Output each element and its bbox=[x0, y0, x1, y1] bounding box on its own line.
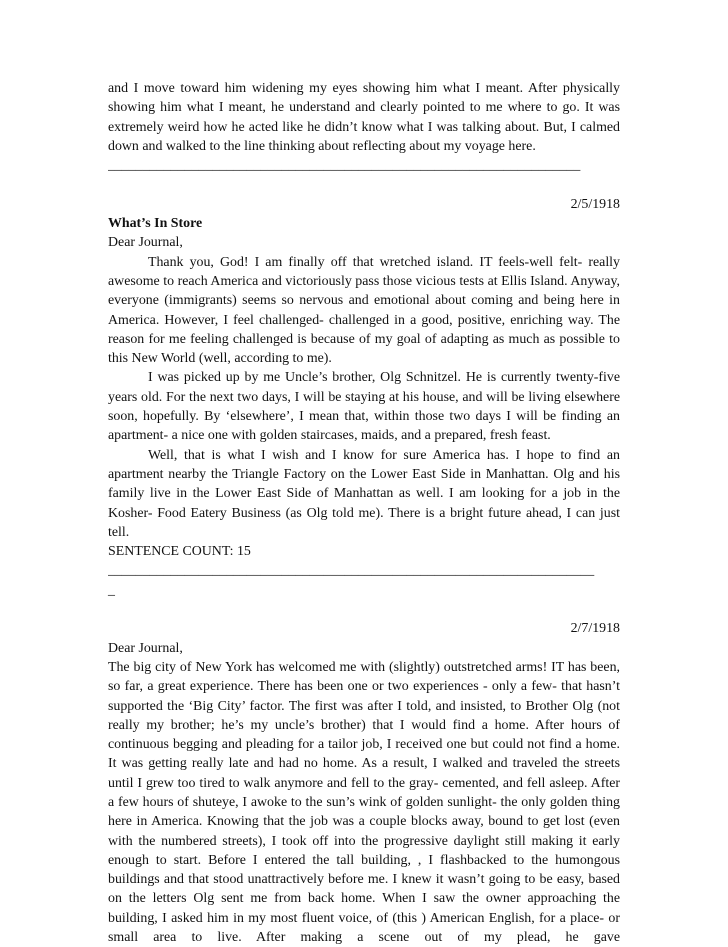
entry1-greeting: Dear Journal, bbox=[108, 235, 183, 251]
entry1-sentence-count: SENTENCE COUNT: 15 bbox=[108, 544, 251, 560]
entry0-paragraph: and I move toward him widening my eyes showing him what I meant. After physically showing him what I meant, he understand and clearly pointed to me where to go. It was extremely weird how he acted like he didn’t know what I was talking about. But, I calmed down and walked to the line thinking about reflecting about my voyage here. bbox=[108, 81, 620, 154]
entry1-title: What’s In Store bbox=[108, 216, 203, 232]
entry0-divider: ____________________________________________________________________ bbox=[108, 158, 581, 174]
entry1-paragraph-3: Well, that is what I wish and I know for sure America has. I hope to find an apartment nearby the Triangle Factory on the Lower East Side in Manhattan. Olg and his family live in the Lower East Side of Manhattan as well. I am looking for a job in the Kosher- Food Eatery Business (as Olg told me). There is a bright future ahead, I can just tell. bbox=[108, 447, 620, 540]
spacer bbox=[108, 175, 620, 194]
spacer bbox=[108, 600, 620, 619]
entry2-greeting: Dear Journal, bbox=[108, 640, 183, 656]
entry2-paragraph-1: The big city of New York has welcomed me with (slightly) outstretched arms! IT has been, so far, a great experience. There has been one or two experiences - only a few- that hasn’t supported the ‘Big City’ factor. The first was after I told, and insisted, to Brother Olg (not really my brother; he’s my uncle’s brother) that I would find a home. After hours of continuous begging and pleading for a tailor job, I received one but could not find a home. It was getting really late and had no home. As a result, I walked and traveled the streets until I grew too tired to walk anymore and fell to the gray- cemented, and fell asleep. After a few hours of shuteye, I awoke to the sun’s wink of golden sunlight- the only golden thing here in America. Knowing that the job was a couple blocks away, bound to get lost (even with the numbered streets), I took off into the progressive daylight still making it early enough to start. Before I entered the tall building, , I flashbacked to the humongous buildings and that stood unattractively before me. I knew it wasn’t going to be easy, based on the letters Olg sent me from back home. When I saw the owner approaching the building, I asked him in my most fluent voice, of (this ) American English, for a place- or small area to live. After making a scene out of my plead, he gave bbox=[108, 659, 620, 946]
entry1-paragraph-2: I was picked up by me Uncle’s brother, Olg Schnitzel. He is currently twenty-five years old. For the next two days, I will be staying at his house, and will be living elsewhere soon, hopefully. By ‘elsewhere’, I mean that, within those two days I will be finding an apartment- a nice one with golden staircases, maids, and a prepared, fresh feast. bbox=[108, 370, 620, 444]
entry1-divider-tail: _ bbox=[108, 582, 115, 598]
entry1-date: 2/5/1918 bbox=[570, 196, 620, 212]
entry2-date: 2/7/1918 bbox=[570, 621, 620, 637]
entry1-paragraph-1: Thank you, God! I am finally off that wretched island. IT feels-well felt- really awesome to reach America and victoriously pass those vicious tests at Ellis Island. Anyway, everyone (immigrants) seems so nervous and emotional about coming and being here in America. However, I feel challenged- challenged in a good, positive, enriching way. The reason for me feeling challenged is because of my goal of adapting as much as possible to this New World (well, according to me). bbox=[108, 254, 620, 367]
entry1-divider: ______________________________________________________________________ bbox=[108, 563, 595, 579]
